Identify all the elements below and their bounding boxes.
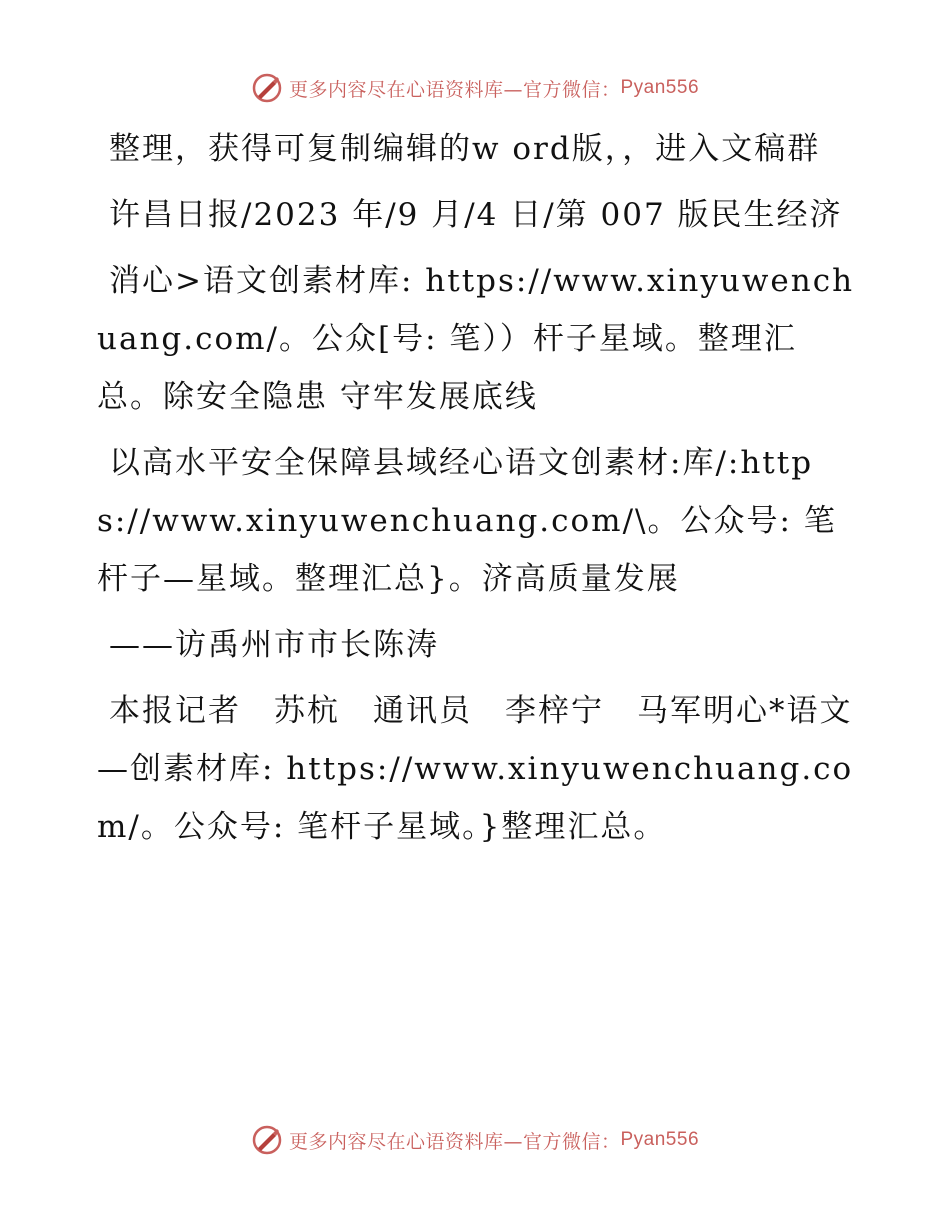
watermark-text: 更多内容尽在心语资料库—官方微信： bbox=[288, 1130, 621, 1153]
footer-watermark bbox=[0, 1124, 950, 1156]
paragraph-1: 整理，获得可复制编辑的w ord版，，进入文稿群 bbox=[109, 131, 821, 167]
paragraph-6: 本报记者 苏杭 通讯员 李梓宁 马军明心*语文—创素材库: https://www.xinyuwenchuang.com/。公众号: 笔杆子星域。}整理汇总。 bbox=[97, 693, 854, 845]
watermark-id: Pyan556 bbox=[620, 77, 700, 98]
watermark-text: 更多内容尽在心语资料库—官方微信： bbox=[288, 78, 621, 101]
paragraph-3: 消心>语文创素材库: https://www.xinyuwenchuang.com/。公众[号: 笔））杆子星域。整理汇总。除安全隐患 守牢发展底线 bbox=[97, 263, 855, 415]
paragraph-4: 以高水平安全保障县域经心语文创素材:库/:https://www.xinyuwenchuang.com/\。公众号: 笔杆子—星域。整理汇总}。济高质量发展 bbox=[97, 445, 837, 597]
pen-logo-icon bbox=[251, 1124, 283, 1156]
paragraph-5: ——访禹州市市长陈涛 bbox=[109, 627, 439, 663]
pen-logo-icon bbox=[251, 72, 283, 104]
paragraph-2: 许昌日报/2023 年/9 月/4 日/第 007 版民生经济 bbox=[109, 197, 843, 233]
header-watermark bbox=[0, 72, 950, 104]
document-body bbox=[97, 120, 857, 864]
watermark-id: Pyan556 bbox=[620, 1129, 700, 1150]
